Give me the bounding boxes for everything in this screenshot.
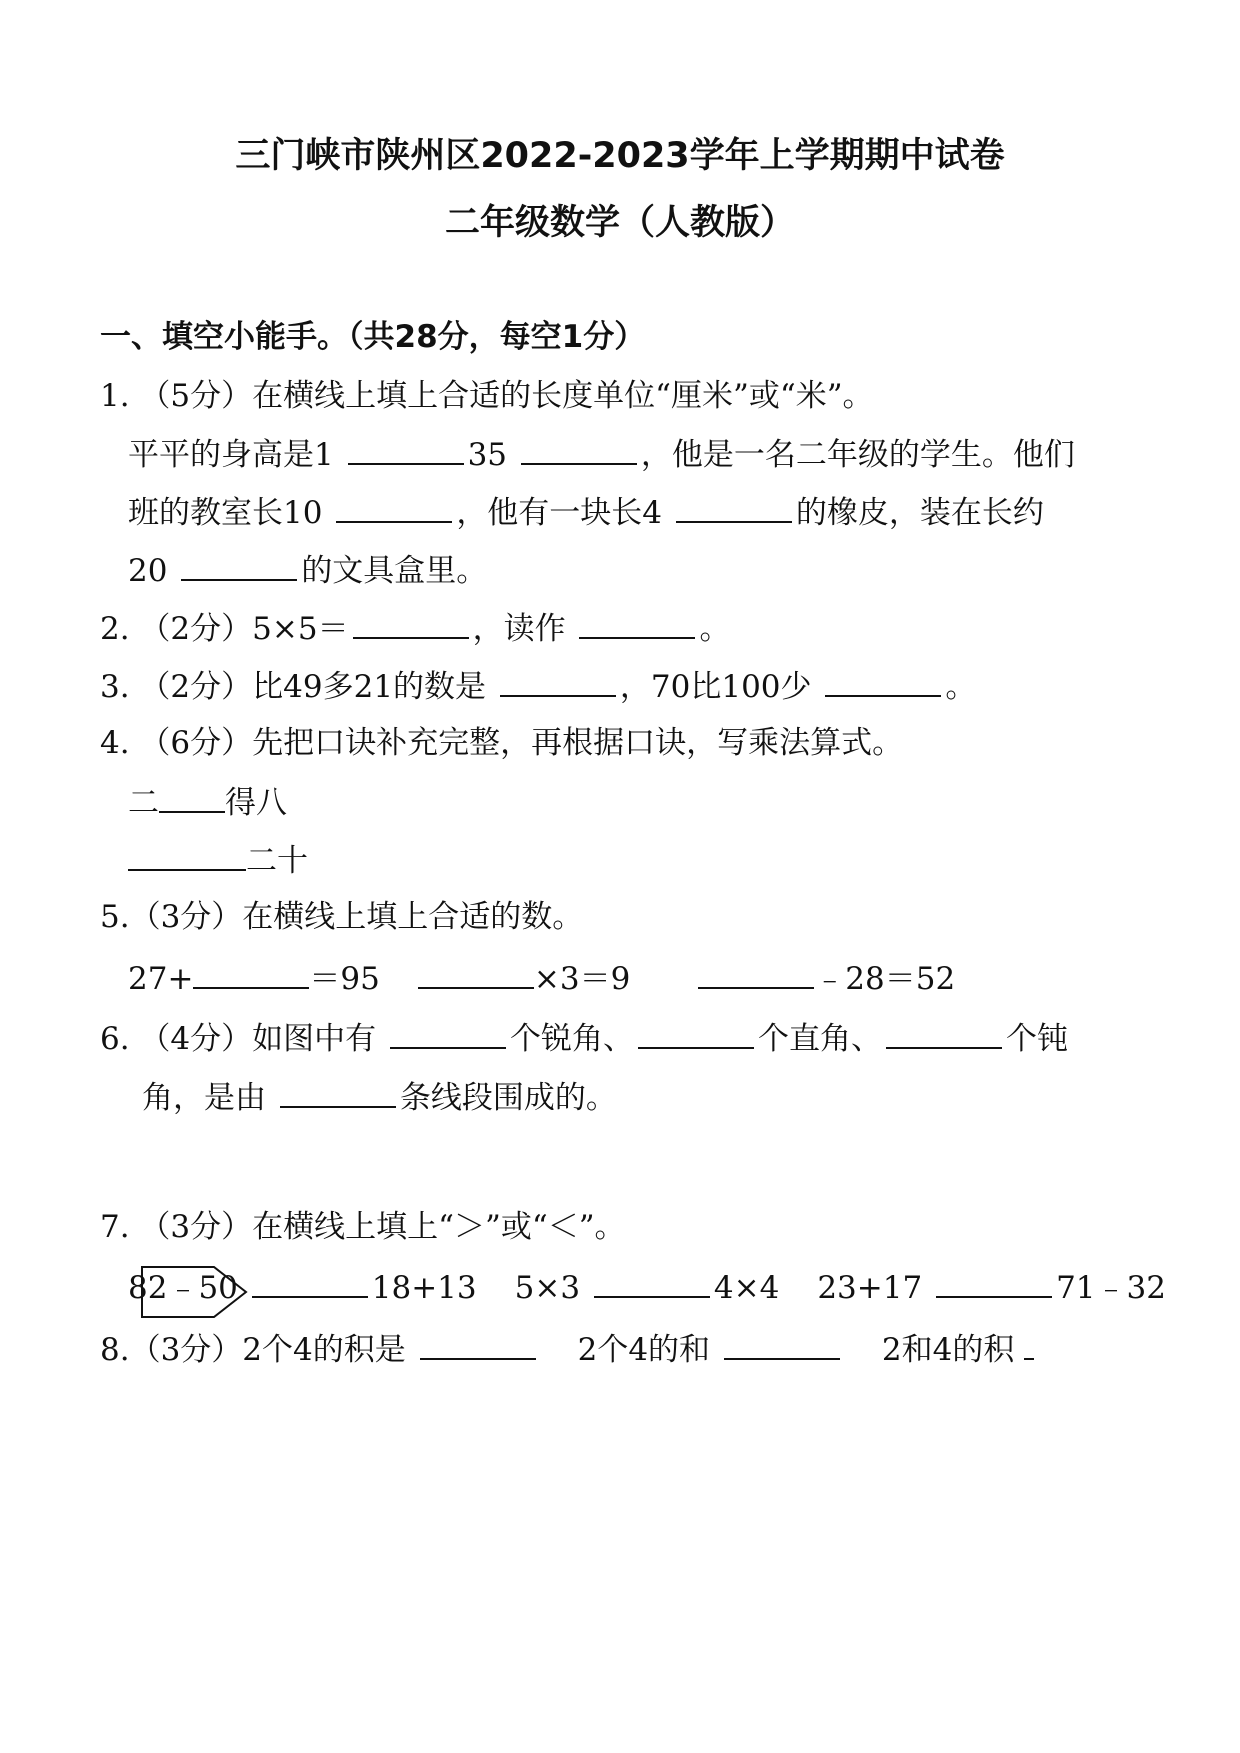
text: ﹣28＝52 bbox=[814, 961, 956, 997]
text: ，70比100少 bbox=[619, 669, 822, 705]
text: 71﹣32 bbox=[1056, 1270, 1166, 1306]
text: 4×4 bbox=[713, 1270, 780, 1306]
answer-blank[interactable] bbox=[420, 1328, 536, 1360]
question-4-row-1 bbox=[128, 781, 287, 823]
text: 条线段围成的。 bbox=[399, 1080, 617, 1116]
answer-blank[interactable] bbox=[390, 1017, 506, 1049]
text: 2. （2分）5×5＝ bbox=[100, 611, 349, 647]
text: ，读作 bbox=[472, 611, 576, 647]
text: ×3＝9 bbox=[533, 961, 631, 997]
text: 个锐角、 bbox=[510, 1021, 635, 1057]
text: 得八 bbox=[225, 785, 287, 821]
text: 平平的身高是1 bbox=[128, 437, 344, 473]
question-7-comparisons bbox=[128, 1266, 1166, 1308]
answer-blank[interactable] bbox=[825, 665, 941, 697]
text: 。 bbox=[945, 669, 977, 705]
answer-blank[interactable] bbox=[676, 491, 792, 523]
text: 二 bbox=[128, 785, 159, 821]
answer-blank[interactable] bbox=[181, 549, 297, 581]
question-5-stem: 5.（3分）在横线上填上合适的数。 bbox=[100, 899, 584, 935]
text: ，他有一块长4 bbox=[456, 495, 672, 531]
text: 二十 bbox=[246, 843, 308, 879]
text: 6. （4分）如图中有 bbox=[100, 1021, 387, 1057]
answer-blank[interactable] bbox=[418, 957, 534, 989]
question-1-line-2 bbox=[128, 491, 1044, 533]
text: 2和4的积 bbox=[881, 1332, 1015, 1368]
text: 的橡皮，装在长约 bbox=[795, 495, 1044, 531]
answer-blank[interactable] bbox=[353, 607, 469, 639]
answer-blank[interactable] bbox=[128, 839, 246, 871]
question-3 bbox=[100, 665, 976, 707]
text: 8.（3分）2个4的积是 bbox=[100, 1332, 416, 1368]
question-1-line-1 bbox=[128, 433, 1075, 475]
question-6-line-1 bbox=[100, 1017, 1068, 1059]
question-1-stem: 1. （5分）在横线上填上合适的长度单位“厘米”或“米”。 bbox=[100, 378, 874, 414]
answer-blank[interactable] bbox=[1024, 1328, 1034, 1360]
text: 27+ bbox=[128, 961, 194, 997]
answer-blank[interactable] bbox=[280, 1076, 396, 1108]
answer-blank[interactable] bbox=[252, 1266, 368, 1298]
answer-blank[interactable] bbox=[500, 665, 616, 697]
text: 。 bbox=[699, 611, 731, 647]
text: 3. （2分）比49多21的数是 bbox=[100, 669, 496, 705]
answer-blank[interactable] bbox=[724, 1328, 840, 1360]
answer-blank[interactable] bbox=[886, 1017, 1002, 1049]
text: 的文具盒里。 bbox=[301, 553, 488, 589]
text: 20 bbox=[128, 553, 178, 589]
text: 个钝 bbox=[1006, 1021, 1069, 1057]
answer-blank[interactable] bbox=[159, 781, 225, 813]
question-2 bbox=[100, 607, 730, 649]
question-8 bbox=[100, 1328, 1034, 1370]
text: 82﹣50 bbox=[128, 1270, 248, 1306]
answer-blank[interactable] bbox=[521, 433, 637, 465]
question-5-equations bbox=[128, 957, 955, 999]
exam-title: 三门峡市陕州区2022-2023学年上学期期中试卷 bbox=[235, 136, 1005, 176]
answer-blank[interactable] bbox=[579, 607, 695, 639]
text: 35 bbox=[467, 437, 517, 473]
text: 个直角、 bbox=[758, 1021, 883, 1057]
text: 23+17 bbox=[817, 1270, 933, 1306]
question-6-line-2 bbox=[142, 1076, 617, 1118]
text: 班的教室长10 bbox=[128, 495, 333, 531]
answer-blank[interactable] bbox=[698, 957, 814, 989]
text: 18+13 bbox=[371, 1270, 477, 1306]
answer-blank[interactable] bbox=[936, 1266, 1052, 1298]
question-1-line-3 bbox=[128, 549, 487, 591]
answer-blank[interactable] bbox=[348, 433, 464, 465]
answer-blank[interactable] bbox=[594, 1266, 710, 1298]
text: 2个4的和 bbox=[577, 1332, 720, 1368]
text: ，他是一名二年级的学生。他们 bbox=[640, 437, 1075, 473]
question-7-stem: 7. （3分）在横线上填上“＞”或“＜”。 bbox=[100, 1209, 626, 1245]
answer-blank[interactable] bbox=[336, 491, 452, 523]
exam-subtitle: 二年级数学（人教版） bbox=[444, 203, 795, 243]
answer-blank[interactable] bbox=[638, 1017, 754, 1049]
question-4-stem: 4. （6分）先把口诀补充完整，再根据口诀，写乘法算式。 bbox=[100, 725, 904, 761]
text: 角，是由 bbox=[142, 1080, 276, 1116]
answer-blank[interactable] bbox=[193, 957, 309, 989]
question-4-row-2 bbox=[128, 839, 308, 881]
text: 5×3 bbox=[514, 1270, 590, 1306]
section-heading: 一、填空小能手。（共28分，每空1分） bbox=[100, 319, 646, 355]
text: ＝95 bbox=[309, 961, 380, 997]
